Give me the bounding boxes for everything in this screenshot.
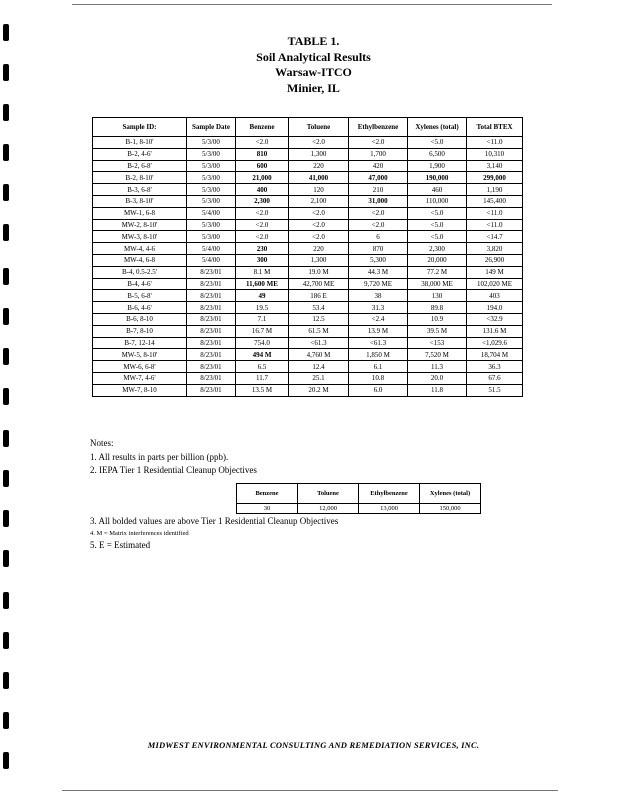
cell: 5/3/00: [187, 172, 236, 184]
cell: B-7, 12-14: [93, 337, 187, 349]
objectives-value: 13,000: [359, 504, 420, 514]
title-line-4: Minier, IL: [287, 80, 340, 95]
binder-hole: [3, 470, 9, 487]
binder-hole: [3, 388, 9, 405]
cell: 12.4: [289, 361, 349, 373]
cell: 460: [408, 184, 467, 196]
company-footer: MIDWEST ENVIRONMENTAL CONSULTING AND REMEDIATION SERVICES, INC.: [147, 740, 480, 750]
cell: 26,900: [467, 254, 523, 266]
header-xylenes: Xylenes (total): [408, 118, 467, 137]
cell: 8/23/01: [187, 302, 236, 314]
table-row: [93, 302, 523, 314]
binder-hole: [3, 430, 9, 447]
cell: <153: [408, 337, 467, 349]
cell: 420: [349, 160, 408, 172]
binder-hole: [3, 144, 9, 161]
cell: 8/23/01: [187, 361, 236, 373]
cell: <2.0: [349, 207, 408, 219]
cell: 131.6 M: [467, 325, 523, 337]
header-toluene: Toluene: [289, 118, 349, 137]
cell: 403: [467, 290, 523, 302]
cell: 8/23/01: [187, 372, 236, 384]
cell: 5/3/00: [187, 219, 236, 231]
cell: B-2, 4-6': [93, 148, 187, 160]
cell: 25.1: [289, 372, 349, 384]
cell: MW-7, 4-6': [93, 372, 187, 384]
objectives-value: 12,000: [298, 504, 359, 514]
cell: B-3, 8-10': [93, 195, 187, 207]
cell: 49: [236, 290, 289, 302]
cell: 13.5 M: [236, 384, 289, 396]
binder-hole: [3, 104, 9, 121]
cell: <2.0: [289, 137, 349, 149]
table-row: [93, 372, 523, 384]
cell: 8/23/01: [187, 290, 236, 302]
cell: 10,310: [467, 148, 523, 160]
cell: MW-2, 8-10': [93, 219, 187, 231]
binder-hole: [3, 308, 9, 325]
binder-hole: [3, 348, 9, 365]
cell: 8/23/01: [187, 325, 236, 337]
cell: 9,720 ME: [349, 278, 408, 290]
cell: 1,300: [289, 254, 349, 266]
note-3: 3. All bolded values are above Tier 1 Residential Cleanup Objectives: [90, 516, 339, 526]
cell: 18,704 M: [467, 349, 523, 361]
cell: 102,020 ME: [467, 278, 523, 290]
cell: 11,600 ME: [236, 278, 289, 290]
cell: B-1, 8-10': [93, 137, 187, 149]
cell: 38: [349, 290, 408, 302]
binder-hole: [3, 672, 9, 689]
cell: 1,300: [289, 148, 349, 160]
binder-hole: [3, 550, 9, 567]
cell: 110,000: [408, 195, 467, 207]
table-row: [93, 219, 523, 231]
cell: 20,000: [408, 254, 467, 266]
cell: 190,000: [408, 172, 467, 184]
objectives-header-toluene: Toluene: [298, 484, 359, 504]
cell: <1,029.6: [467, 337, 523, 349]
cell: 130: [408, 290, 467, 302]
cell: <61.3: [349, 337, 408, 349]
cell: <5.0: [408, 231, 467, 243]
title-line-2: Soil Analytical Results: [256, 49, 371, 64]
table-body: [93, 137, 523, 397]
header-sample-id: Sample ID:: [93, 118, 187, 137]
table-row: [93, 195, 523, 207]
cell: 19.0 M: [289, 266, 349, 278]
cell: 12.5: [289, 313, 349, 325]
cell: 1,850 M: [349, 349, 408, 361]
cell: 5/3/00: [187, 231, 236, 243]
cell: <11.0: [467, 207, 523, 219]
table-row: [93, 137, 523, 149]
table-row: [93, 184, 523, 196]
cell: <2.0: [349, 137, 408, 149]
cell: 7,520 M: [408, 349, 467, 361]
cell: 77.2 M: [408, 266, 467, 278]
cell: 61.5 M: [289, 325, 349, 337]
cell: 16.7 M: [236, 325, 289, 337]
cell: <2.0: [289, 231, 349, 243]
cell: 3,140: [467, 160, 523, 172]
cell: 400: [236, 184, 289, 196]
cell: 6.0: [349, 384, 408, 396]
table-row: [93, 384, 523, 396]
cell: 4,760 M: [289, 349, 349, 361]
cell: 2,300: [236, 195, 289, 207]
cell: MW-1, 6-8: [93, 207, 187, 219]
binder-hole: [3, 268, 9, 285]
cell: MW-5, 8-10': [93, 349, 187, 361]
cell: <5.0: [408, 219, 467, 231]
cell: 194.0: [467, 302, 523, 314]
cell: MW-4, 6-8: [93, 254, 187, 266]
objectives-header-ethylbenzene: Ethylbenzene: [359, 484, 420, 504]
cell: 299,000: [467, 172, 523, 184]
cell: <2.0: [289, 207, 349, 219]
binder-hole: [3, 224, 9, 241]
cell: 230: [236, 243, 289, 255]
binder-hole: [3, 510, 9, 527]
table-row: [93, 172, 523, 184]
cell: 149 M: [467, 266, 523, 278]
cell: B-2, 8-10': [93, 172, 187, 184]
cell: 5/4/00: [187, 254, 236, 266]
cell: 754.0: [236, 337, 289, 349]
cell: <2.0: [236, 231, 289, 243]
cell: B-4, 0.5-2.5': [93, 266, 187, 278]
cell: 1,900: [408, 160, 467, 172]
cell: 8/23/01: [187, 349, 236, 361]
cell: 145,400: [467, 195, 523, 207]
cell: 6,500: [408, 148, 467, 160]
cell: 67.6: [467, 372, 523, 384]
soil-results-table: [92, 117, 523, 397]
top-rule: [72, 4, 552, 5]
objectives-header-row: [237, 484, 481, 504]
cell: 1,190: [467, 184, 523, 196]
cell: 2,100: [289, 195, 349, 207]
cell: 494 M: [236, 349, 289, 361]
cell: 120: [289, 184, 349, 196]
cell: 1,700: [349, 148, 408, 160]
cell: 19.5: [236, 302, 289, 314]
cell: 36.3: [467, 361, 523, 373]
binder-hole: [3, 184, 9, 201]
cell: <2.0: [236, 137, 289, 149]
cell: 13.9 M: [349, 325, 408, 337]
table-row: [93, 325, 523, 337]
cell: <14.7: [467, 231, 523, 243]
header-benzene: Benzene: [236, 118, 289, 137]
cell: <2.0: [236, 219, 289, 231]
cell: 11.8: [408, 384, 467, 396]
header-sample-date: Sample Date: [187, 118, 236, 137]
cell: 300: [236, 254, 289, 266]
cell: <2.4: [349, 313, 408, 325]
cell: 5/3/00: [187, 184, 236, 196]
objectives-header-xylenes: Xylenes (total): [420, 484, 481, 504]
binder-hole: [3, 592, 9, 609]
cell: 220: [289, 243, 349, 255]
cell: 5/3/00: [187, 160, 236, 172]
header-total-btex: Total BTEX: [467, 118, 523, 137]
table-title: [0, 34, 627, 96]
cell: 20.2 M: [289, 384, 349, 396]
cell: <61.3: [289, 337, 349, 349]
cell: B-3, 6-8': [93, 184, 187, 196]
note-1: 1. All results in parts per billion (ppb).: [90, 451, 229, 462]
cell: 5,300: [349, 254, 408, 266]
cell: 8/23/01: [187, 266, 236, 278]
cell: MW-6, 6-8': [93, 361, 187, 373]
cell: 5/3/00: [187, 148, 236, 160]
table-row: [93, 254, 523, 266]
cell: 186 E: [289, 290, 349, 302]
table-row: [93, 243, 523, 255]
cell: 38,000 ME: [408, 278, 467, 290]
note-5: 5. E = Estimated: [90, 540, 151, 550]
cell: 8/23/01: [187, 278, 236, 290]
objectives-value: 30: [237, 504, 298, 514]
objectives-value: 150,000: [420, 504, 481, 514]
table-row: [93, 361, 523, 373]
cell: 8.1 M: [236, 266, 289, 278]
notes-heading: Notes:: [90, 438, 114, 448]
cell: B-7, 8-10: [93, 325, 187, 337]
table-row: [93, 207, 523, 219]
table-row: [93, 148, 523, 160]
cell: MW-4, 4-6: [93, 243, 187, 255]
cell: 810: [236, 148, 289, 160]
cell: 870: [349, 243, 408, 255]
cell: 47,000: [349, 172, 408, 184]
cell: MW-3, 8-10': [93, 231, 187, 243]
cell: 8/23/01: [187, 313, 236, 325]
table-row: [93, 231, 523, 243]
cell: 21,000: [236, 172, 289, 184]
title-line-1: TABLE 1.: [287, 34, 340, 48]
cell: <5.0: [408, 207, 467, 219]
cell: 6.5: [236, 361, 289, 373]
cell: 11.3: [408, 361, 467, 373]
cell: <32.9: [467, 313, 523, 325]
note-4: 4. M = Matrix interferences identified: [90, 530, 189, 537]
cell: 5/3/00: [187, 195, 236, 207]
table-row: [93, 160, 523, 172]
cell: <11.0: [467, 137, 523, 149]
cell: 51.5: [467, 384, 523, 396]
cell: 10.8: [349, 372, 408, 384]
cell: 5/4/00: [187, 243, 236, 255]
table-header-row: [93, 118, 523, 137]
cell: MW-7, 8-10: [93, 384, 187, 396]
cell: B-6, 8-10: [93, 313, 187, 325]
cell: 31.3: [349, 302, 408, 314]
cell: 44.3 M: [349, 266, 408, 278]
objectives-values-row: [237, 504, 481, 514]
cell: 600: [236, 160, 289, 172]
binder-hole: [3, 632, 9, 649]
table-row: [93, 349, 523, 361]
cell: 89.8: [408, 302, 467, 314]
cell: B-4, 4-6': [93, 278, 187, 290]
binder-hole: [3, 752, 9, 769]
table-row: [93, 278, 523, 290]
cell: 3,820: [467, 243, 523, 255]
cell: 220: [289, 160, 349, 172]
cell: 7.1: [236, 313, 289, 325]
cell: 6.1: [349, 361, 408, 373]
notes-section: [90, 437, 257, 478]
cell: <2.0: [236, 207, 289, 219]
cell: 5/3/00: [187, 137, 236, 149]
cell: 2,300: [408, 243, 467, 255]
cell: 210: [349, 184, 408, 196]
header-ethylbenzene: Ethylbenzene: [349, 118, 408, 137]
objectives-header-benzene: Benzene: [237, 484, 298, 504]
cell: B-6, 4-6': [93, 302, 187, 314]
cell: B-2, 6-8': [93, 160, 187, 172]
table-row: [93, 290, 523, 302]
cell: <2.0: [349, 219, 408, 231]
cell: 6: [349, 231, 408, 243]
cell: 39.5 M: [408, 325, 467, 337]
cell: 8/23/01: [187, 384, 236, 396]
cell: B-5, 6-8': [93, 290, 187, 302]
cell: 31,000: [349, 195, 408, 207]
cell: <11.0: [467, 219, 523, 231]
cell: 10.9: [408, 313, 467, 325]
table-row: [93, 337, 523, 349]
cell: 20.0: [408, 372, 467, 384]
cell: 8/23/01: [187, 337, 236, 349]
binder-hole: [3, 712, 9, 729]
cell: <2.0: [289, 219, 349, 231]
cell: 53.4: [289, 302, 349, 314]
bottom-rule: [62, 790, 558, 791]
table-row: [93, 266, 523, 278]
title-line-3: Warsaw-ITCO: [275, 65, 352, 79]
notes-section-continued: [90, 515, 338, 552]
cell: <5.0: [408, 137, 467, 149]
table-row: [93, 313, 523, 325]
note-2: 2. IEPA Tier 1 Residential Cleanup Objectives: [90, 465, 257, 475]
cleanup-objectives-table: [236, 483, 481, 514]
cell: 41,000: [289, 172, 349, 184]
cell: 11.7: [236, 372, 289, 384]
cell: 42,700 ME: [289, 278, 349, 290]
cell: 5/4/00: [187, 207, 236, 219]
